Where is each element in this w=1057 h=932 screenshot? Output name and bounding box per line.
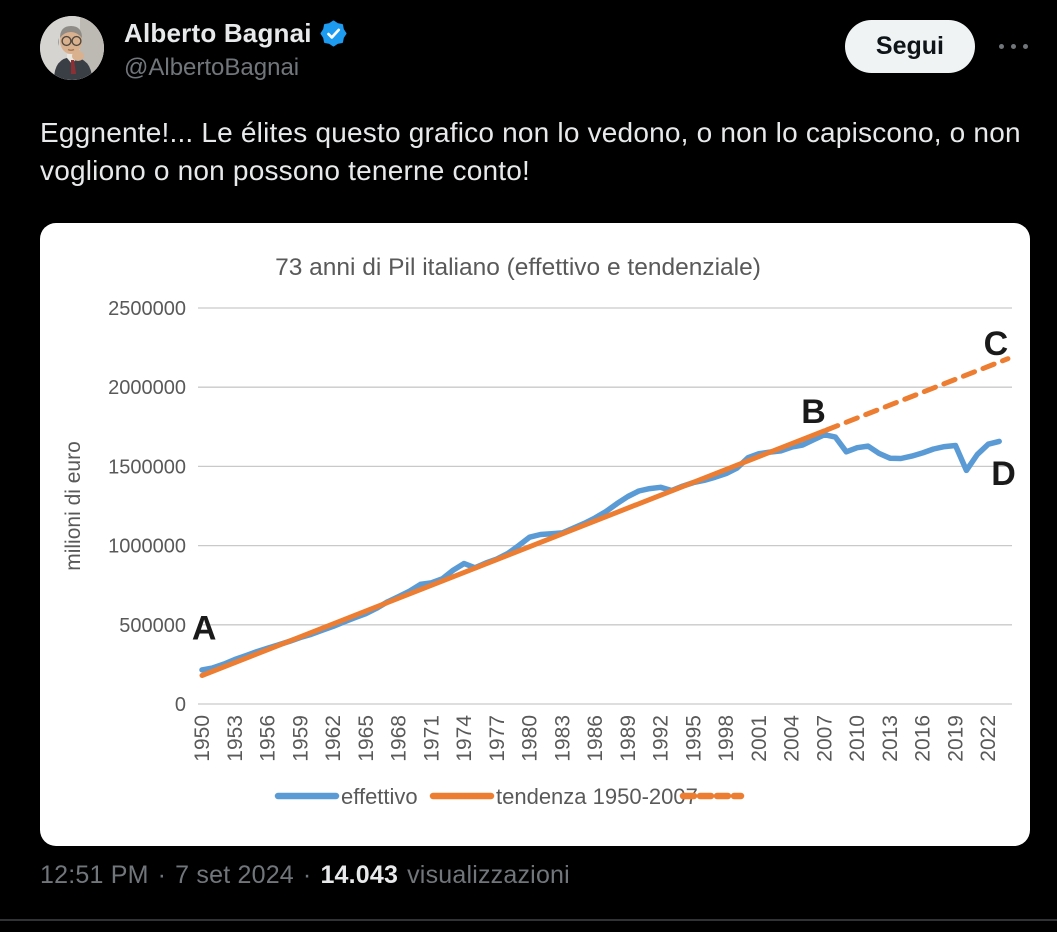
tweet-text: Eggnente!... Le élites questo grafico non lo vedono, o non lo capiscono, o non vogliono o non possono tenerne conto!: [40, 117, 1021, 186]
x-tick-label: 1956: [256, 715, 280, 762]
legend-label: tendenza 1950-2007: [496, 784, 698, 809]
header-actions: [845, 16, 1030, 73]
x-tick-label: 1983: [551, 715, 575, 762]
x-tick-label: 1998: [715, 715, 739, 762]
chart-title: 73 anni di Pil italiano (effettivo e tendenziale): [275, 254, 761, 281]
post-divider: [0, 919, 1057, 921]
x-tick-label: 1971: [420, 715, 444, 762]
x-tick-label: 1995: [682, 715, 706, 762]
date: 7 set 2024: [175, 861, 294, 889]
meta-separator: ·: [302, 861, 312, 889]
user-handle[interactable]: @AlbertoBagnai: [124, 54, 300, 81]
x-tick-label: 2022: [977, 715, 1001, 762]
more-options-icon[interactable]: [997, 40, 1030, 53]
x-tick-label: 2016: [911, 715, 935, 762]
x-tick-label: 1986: [584, 715, 608, 762]
y-tick-label: 500000: [119, 614, 186, 637]
x-tick-label: 1962: [322, 715, 346, 762]
views-count: 14.043: [320, 861, 399, 889]
x-tick-label: 2007: [813, 715, 837, 762]
x-tick-label: 2019: [944, 715, 968, 762]
x-tick-label: 1959: [289, 715, 313, 762]
series-effettivo: [202, 435, 999, 670]
annotation-A: A: [191, 609, 217, 648]
x-tick-label: 2001: [747, 715, 771, 762]
x-tick-label: 2013: [878, 715, 902, 762]
series-tendenza-proiezione: [827, 359, 1008, 430]
x-tick-label: 1989: [616, 715, 640, 762]
y-tick-label: 1500000: [108, 456, 186, 479]
verified-badge-icon: [320, 20, 347, 47]
x-tick-label: 1953: [223, 715, 247, 762]
x-tick-label: 2010: [846, 715, 870, 762]
meta-separator: ·: [157, 861, 167, 889]
series-tendenza 1950-2007: [202, 431, 824, 676]
display-name[interactable]: Alberto Bagnai: [124, 18, 312, 48]
x-tick-label: 2004: [780, 715, 804, 762]
annotation-D: D: [991, 455, 1016, 494]
x-tick-label: 1980: [518, 715, 542, 762]
annotation-B: B: [801, 393, 826, 432]
y-axis-title: milioni di euro: [62, 441, 85, 571]
follow-button[interactable]: Segui: [845, 20, 975, 73]
timestamp: 12:51 PM: [40, 861, 149, 889]
x-tick-label: 1977: [485, 715, 509, 762]
legend-label: effettivo: [341, 784, 418, 809]
avatar-image: [40, 16, 104, 80]
gdp-line-chart: [40, 223, 1030, 846]
x-tick-label: 1950: [191, 715, 214, 762]
x-tick-label: 1965: [354, 715, 378, 762]
author-names: [124, 16, 845, 82]
tweet-meta: [40, 861, 1030, 890]
annotation-C: C: [983, 325, 1009, 364]
x-tick-label: 1992: [649, 715, 673, 762]
chart-image[interactable]: [40, 223, 1030, 846]
x-tick-label: 1968: [387, 715, 411, 762]
y-tick-label: 2500000: [108, 298, 186, 320]
x-tick-label: 1974: [453, 715, 477, 762]
y-tick-label: 2000000: [108, 377, 186, 400]
y-tick-label: 0: [174, 694, 186, 716]
views-label: visualizzazioni: [407, 861, 570, 889]
tweet-header: [40, 16, 1030, 82]
avatar[interactable]: [40, 16, 104, 80]
y-tick-label: 1000000: [108, 535, 186, 558]
